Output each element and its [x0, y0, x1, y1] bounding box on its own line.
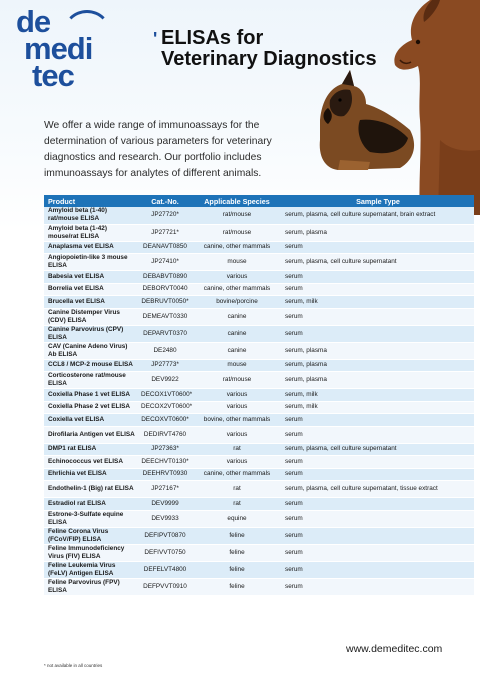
cat-no-cell: DEV9933 [138, 510, 192, 527]
column-header-cat-no: Cat.-No. [138, 195, 192, 207]
logo-line: medi [24, 31, 93, 66]
cat-no-cell: JP27721* [138, 224, 192, 241]
cat-no-cell: JP27167* [138, 481, 192, 498]
species-cell: rat [192, 481, 282, 498]
product-name-cell: DMP1 rat ELISA [44, 443, 138, 456]
sample-type-cell: serum, plasma, cell culture supernatant [282, 254, 474, 271]
logo-line: de [16, 4, 51, 39]
product-name-cell: Estrone-3-Sulfate equine ELISA [44, 510, 138, 527]
species-cell: rat/mouse [192, 224, 282, 241]
product-name-cell: Ehrlichia vet ELISA [44, 468, 138, 481]
product-name-cell: Amyloid beta (1-40) rat/mouse ELISA [44, 207, 138, 224]
table-row [44, 359, 474, 372]
cat-no-cell: DEEHRVT0930 [138, 468, 192, 481]
product-name-cell: Coxiella Phase 2 vet ELISA [44, 401, 138, 414]
species-cell: various [192, 456, 282, 469]
product-name-cell: Estradiol rat ELISA [44, 498, 138, 511]
cat-no-cell: DEBORVT0040 [138, 283, 192, 296]
species-cell: feline [192, 578, 282, 595]
cat-no-cell: DEFIVVT0750 [138, 544, 192, 561]
sample-type-cell: serum [282, 426, 474, 443]
footnote: * not available in all countries [44, 663, 103, 668]
table-row [44, 426, 474, 443]
species-cell: various [192, 271, 282, 284]
table-row [44, 308, 474, 325]
cat-no-cell: DECOX2VT0600* [138, 401, 192, 414]
column-header-product: Product [44, 195, 138, 207]
sample-type-cell: serum, plasma [282, 342, 474, 359]
table-row [44, 389, 474, 402]
table-row [44, 544, 474, 561]
dog-icon [320, 70, 414, 170]
product-name-cell: Endothelin-1 (Big) rat ELISA [44, 481, 138, 498]
demeditec-logo [14, 4, 106, 100]
species-cell: feline [192, 561, 282, 578]
cat-no-cell: DE2480 [138, 342, 192, 359]
table-row [44, 510, 474, 527]
species-cell: rat [192, 498, 282, 511]
table-row [44, 561, 474, 578]
species-cell: various [192, 401, 282, 414]
sample-type-cell: serum [282, 510, 474, 527]
product-name-cell: Feline Leukemia Virus (FeLV) Antigen ELISA [44, 561, 138, 578]
product-name-cell: Amyloid beta (1-42) mouse/rat ELISA [44, 224, 138, 241]
sample-type-cell: serum [282, 468, 474, 481]
sample-type-cell: serum, plasma, cell culture supernatant [282, 443, 474, 456]
sample-type-cell: serum, plasma [282, 372, 474, 389]
product-name-cell: Babesia vet ELISA [44, 271, 138, 284]
species-cell: rat/mouse [192, 372, 282, 389]
table-row [44, 283, 474, 296]
species-cell: various [192, 426, 282, 443]
table-row [44, 481, 474, 498]
cat-no-cell: DEMEAVT0330 [138, 308, 192, 325]
cat-no-cell: DEV9999 [138, 498, 192, 511]
table-row [44, 254, 474, 271]
table-row [44, 414, 474, 427]
logo-line: tec [32, 58, 74, 93]
species-cell: rat [192, 443, 282, 456]
species-cell: feline [192, 544, 282, 561]
species-cell: canine, other mammals [192, 241, 282, 254]
product-name-cell: Dirofilaria Antigen vet ELISA [44, 426, 138, 443]
title-mark-icon: ' [153, 29, 158, 49]
table-row [44, 468, 474, 481]
product-name-cell: Borrelia vet ELISA [44, 283, 138, 296]
table-body [44, 207, 474, 595]
table-row [44, 241, 474, 254]
cat-no-cell: DEFELVT4800 [138, 561, 192, 578]
cat-no-cell: JP27720* [138, 207, 192, 224]
product-name-cell: Canine Parvovirus (CPV) ELISA [44, 325, 138, 342]
product-name-cell: Echinococcus vet ELISA [44, 456, 138, 469]
sample-type-cell: serum, milk [282, 401, 474, 414]
horse-icon [394, 0, 480, 215]
species-cell: canine, other mammals [192, 468, 282, 481]
sample-type-cell: serum [282, 308, 474, 325]
table-row [44, 224, 474, 241]
product-name-cell: Brucella vet ELISA [44, 296, 138, 309]
species-cell: rat/mouse [192, 207, 282, 224]
sample-type-cell: serum [282, 456, 474, 469]
sample-type-cell: serum [282, 578, 474, 595]
cat-no-cell: DEV9922 [138, 372, 192, 389]
cat-no-cell: DEANAVT0850 [138, 241, 192, 254]
species-cell: feline [192, 527, 282, 544]
table-row [44, 372, 474, 389]
sample-type-cell: serum, plasma, cell culture supernatant, tissue extract [282, 481, 474, 498]
sample-type-cell: serum [282, 414, 474, 427]
cat-no-cell: DECOX1VT0600* [138, 389, 192, 402]
species-cell: canine [192, 308, 282, 325]
cat-no-cell: JP27773* [138, 359, 192, 372]
sample-type-cell: serum [282, 283, 474, 296]
title-line-1: ELISAs for [161, 27, 264, 49]
species-cell: mouse [192, 254, 282, 271]
table-row [44, 207, 474, 224]
product-name-cell: Corticosterone rat/mouse ELISA [44, 372, 138, 389]
dog-and-horse-image [300, 0, 480, 215]
table-row [44, 401, 474, 414]
cat-no-cell: JP27410* [138, 254, 192, 271]
species-cell: bovine, other mammals [192, 414, 282, 427]
cat-no-cell: DEPARVT0370 [138, 325, 192, 342]
product-name-cell: Feline Immunodeficiency Virus (FIV) ELISA [44, 544, 138, 561]
table-row [44, 296, 474, 309]
sample-type-cell: serum [282, 561, 474, 578]
sample-type-cell: serum, plasma [282, 359, 474, 372]
column-header-sample-type: Sample Type [282, 195, 474, 207]
product-name-cell: Angiopoietin-like 3 mouse ELISA [44, 254, 138, 271]
product-name-cell: CAV (Canine Adeno Virus) Ab ELISA [44, 342, 138, 359]
cat-no-cell: DEDIRVT4760 [138, 426, 192, 443]
intro-paragraph: We offer a wide range of immunoassays for the determination of various parameters for veterinary diagnostics and research. Our portfolio includes immunoassays for analytes of different animals. [44, 120, 272, 179]
sample-type-cell: serum, milk [282, 389, 474, 402]
product-name-cell: Coxiella Phase 1 vet ELISA [44, 389, 138, 402]
cat-no-cell: JP27363* [138, 443, 192, 456]
product-name-cell: Feline Parvovirus (FPV) ELISA [44, 578, 138, 595]
species-cell: canine [192, 342, 282, 359]
table-row [44, 342, 474, 359]
sample-type-cell: serum, plasma, cell culture supernatant, brain extract [282, 207, 474, 224]
table-row [44, 456, 474, 469]
species-cell: bovine/porcine [192, 296, 282, 309]
product-table [44, 195, 474, 596]
cat-no-cell: DEBABVT0890 [138, 271, 192, 284]
table-header [44, 195, 474, 207]
sample-type-cell: serum [282, 271, 474, 284]
sample-type-cell: serum [282, 325, 474, 342]
table-row [44, 443, 474, 456]
sample-type-cell: serum [282, 498, 474, 511]
sample-type-cell: serum [282, 544, 474, 561]
cat-no-cell: DEFPVVT0910 [138, 578, 192, 595]
product-name-cell: CCL8 / MCP-2 mouse ELISA [44, 359, 138, 372]
table-row [44, 325, 474, 342]
species-cell: various [192, 389, 282, 402]
column-header-species: Applicable Species [192, 195, 282, 207]
sample-type-cell: serum [282, 241, 474, 254]
product-name-cell: Canine Distemper Virus (CDV) ELISA [44, 308, 138, 325]
product-name-cell: Feline Corona Virus (FCoV/FIP) ELISA [44, 527, 138, 544]
logo-arc-icon [62, 10, 112, 60]
website-url[interactable]: www.demeditec.com [346, 643, 443, 655]
table-row [44, 527, 474, 544]
sample-type-cell: serum [282, 527, 474, 544]
table-row [44, 271, 474, 284]
cat-no-cell: DEECHVT0130* [138, 456, 192, 469]
species-cell: canine, other mammals [192, 283, 282, 296]
species-cell: equine [192, 510, 282, 527]
species-cell: canine [192, 325, 282, 342]
table-row [44, 578, 474, 595]
sample-type-cell: serum, milk [282, 296, 474, 309]
product-name-cell: Anaplasma vet ELISA [44, 241, 138, 254]
cat-no-cell: DEBRUVT0050* [138, 296, 192, 309]
cat-no-cell: DECOXVT0600* [138, 414, 192, 427]
title-line-2: Veterinary Diagnostics [161, 48, 377, 70]
sample-type-cell: serum, plasma [282, 224, 474, 241]
product-name-cell: Coxiella vet ELISA [44, 414, 138, 427]
cat-no-cell: DEFIPVT0870 [138, 527, 192, 544]
table-row [44, 498, 474, 511]
species-cell: mouse [192, 359, 282, 372]
